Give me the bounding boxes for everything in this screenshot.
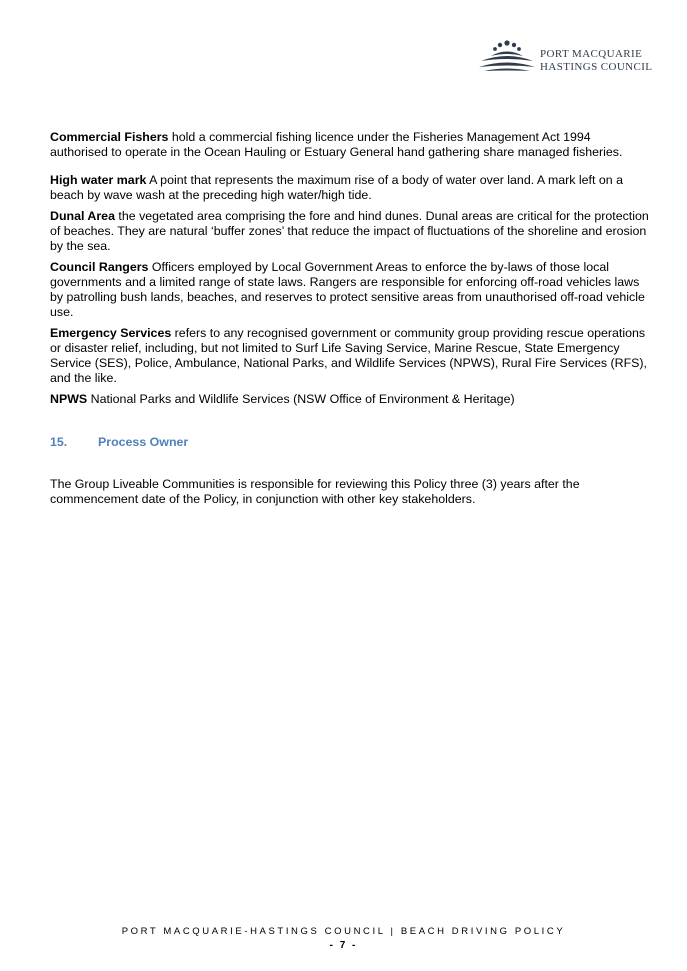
definition-council-rangers — [50, 260, 650, 320]
section-number: 15. — [50, 435, 68, 449]
definition-term: Dunal Area — [50, 209, 115, 223]
section-title: Process Owner — [98, 435, 189, 449]
definition-text: refers to any recognised government or community group providing rescue operations or disaster relief, including, but not limited to Surf Life Saving Service, Marine Rescue, State Emergency Service (SES), Police, Ambulance, National Parks, and Wildlife Services (NPWS), Rural Fire Services (RFS), and the like. — [50, 326, 647, 385]
definition-term: Emergency Services — [50, 326, 172, 340]
council-logo-text — [540, 48, 652, 73]
definition-term: Council Rangers — [50, 260, 149, 274]
definitions-list — [50, 130, 650, 413]
logo-line-2: HASTINGS COUNCIL — [540, 60, 653, 73]
definition-npws — [50, 392, 650, 407]
definition-text: A point that represents the maximum rise of a body of water over land. A mark left on a beach by wave wash at the preceding high water/high tide. — [50, 173, 624, 202]
page-footer: PORT MACQUARIE-HASTINGS COUNCIL | BEACH DRIVING POLICY — [121, 926, 566, 937]
logo-line-1: PORT MACQUARIE — [540, 48, 643, 60]
definition-term: High water mark — [50, 173, 147, 187]
council-logo-icon — [478, 39, 536, 75]
definition-commercial-fishers — [50, 130, 650, 160]
definition-term: NPWS — [50, 392, 88, 406]
section-heading — [50, 435, 188, 450]
definition-high-water-mark — [50, 173, 650, 203]
definition-dunal-area — [50, 209, 650, 254]
page-number: - 7 - — [329, 940, 358, 951]
definition-text: National Parks and Wildlife Services (NSW Office of Environment & Heritage) — [87, 392, 515, 406]
section-body: The Group Liveable Communities is responsible for reviewing this Policy three (3) years after the commencement date of the Policy, in conjunction with other key stakeholders. — [50, 477, 580, 506]
definition-text: the vegetated area comprising the fore and hind dunes. Dunal areas are critical for the protection of beaches. They are natural ‘buffer zones’ that reduce the impact of fluctuations of the shoreline and erosion by the sea. — [50, 209, 649, 253]
definition-text: hold a commercial fishing licence under the Fisheries Management Act 1994 authorised to operate in the Ocean Hauling or Estuary General hand gathering share managed fisheries. — [50, 130, 623, 159]
definition-term: Commercial Fishers — [50, 130, 169, 144]
council-logo — [478, 39, 653, 79]
definition-emergency-services — [50, 326, 650, 386]
definition-text: Officers employed by Local Government Areas to enforce the by-laws of those local governments and a limited range of state laws. Rangers are responsible for enforcing off-road vehicles laws by patrolling bush lands, beaches, and reserves to protect sensitive areas from unauthorised off-road vehicle use. — [50, 260, 645, 319]
